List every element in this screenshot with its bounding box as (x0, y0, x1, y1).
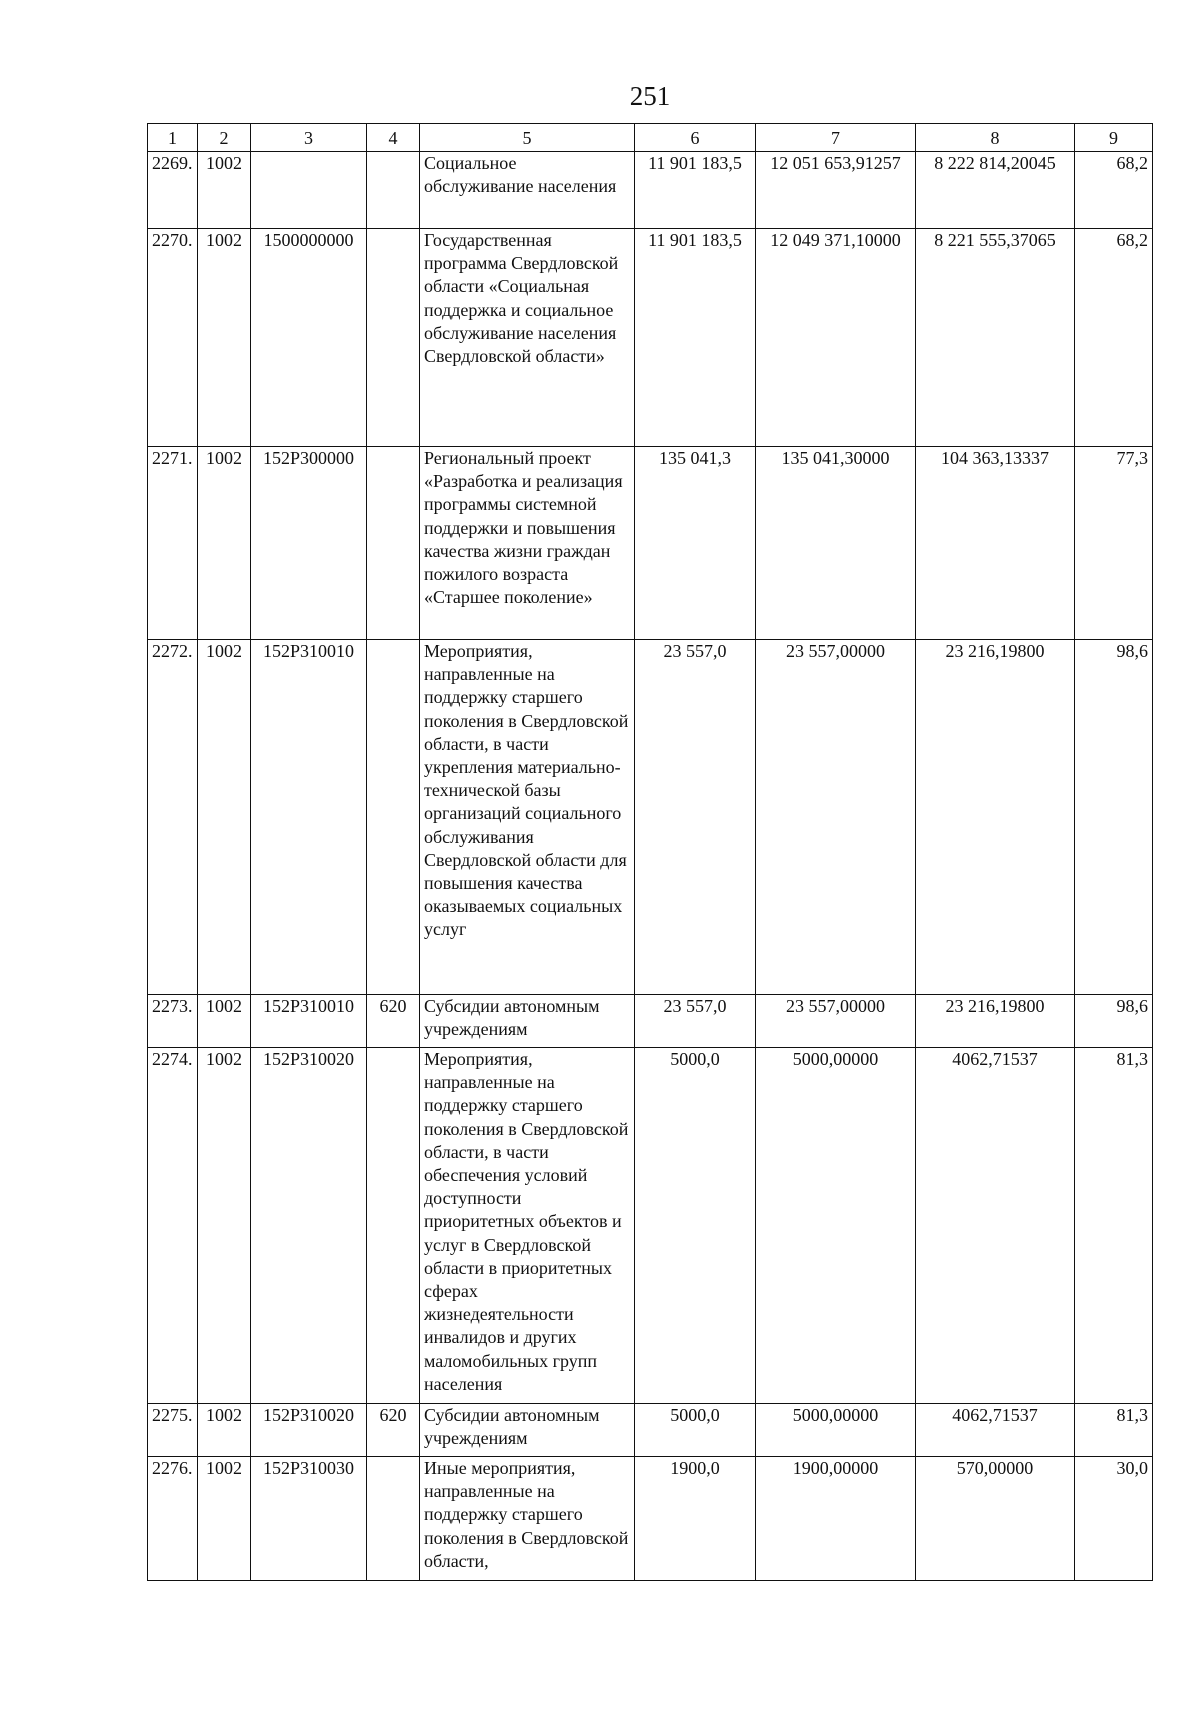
approved-amount: 135 041,3 (635, 447, 756, 640)
refined-amount: 1900,00000 (756, 1457, 916, 1581)
item-name: Иные мероприятия, направленные на поддержку старшего поколения в Свердловской области, (420, 1457, 635, 1581)
executed-amount: 104 363,13337 (916, 447, 1075, 640)
column-header: 2 (198, 124, 251, 152)
column-header: 4 (367, 124, 420, 152)
row-number: 2274. (148, 1048, 198, 1404)
item-name: Социальное обслуживание населения (420, 152, 635, 229)
table-row (148, 152, 1153, 229)
executed-amount: 4062,71537 (916, 1404, 1075, 1457)
row-number: 2271. (148, 447, 198, 640)
row-number: 2269. (148, 152, 198, 229)
target-code: 152P310010 (251, 995, 367, 1048)
table-row (148, 1404, 1153, 1457)
section-code: 1002 (198, 229, 251, 447)
row-number: 2275. (148, 1404, 198, 1457)
approved-amount: 5000,0 (635, 1048, 756, 1404)
expense-type-code: 620 (367, 1404, 420, 1457)
page-number: 251 (629, 81, 671, 111)
expense-type-code: 620 (367, 995, 420, 1048)
section-code: 1002 (198, 1404, 251, 1457)
item-name: Государственная программа Свердловской области «Социальная поддержка и социальное обслуживание населения Свердловской области» (420, 229, 635, 447)
expense-type-code (367, 152, 420, 229)
target-code (251, 152, 367, 229)
column-header: 5 (420, 124, 635, 152)
table-row (148, 640, 1153, 995)
executed-amount: 8 221 555,37065 (916, 229, 1075, 447)
section-code: 1002 (198, 1457, 251, 1581)
approved-amount: 11 901 183,5 (635, 229, 756, 447)
execution-percent: 77,3 (1075, 447, 1153, 640)
execution-percent: 30,0 (1075, 1457, 1153, 1581)
execution-percent: 68,2 (1075, 229, 1153, 447)
refined-amount: 12 051 653,91257 (756, 152, 916, 229)
expense-type-code (367, 447, 420, 640)
executed-amount: 570,00000 (916, 1457, 1075, 1581)
column-header: 9 (1075, 124, 1153, 152)
section-code: 1002 (198, 995, 251, 1048)
execution-percent: 81,3 (1075, 1048, 1153, 1404)
refined-amount: 23 557,00000 (756, 640, 916, 995)
target-code: 152P310020 (251, 1048, 367, 1404)
refined-amount: 5000,00000 (756, 1404, 916, 1457)
item-name: Субсидии автономным учреждениям (420, 1404, 635, 1457)
row-number: 2273. (148, 995, 198, 1048)
section-code: 1002 (198, 447, 251, 640)
execution-percent: 68,2 (1075, 152, 1153, 229)
approved-amount: 5000,0 (635, 1404, 756, 1457)
row-number: 2276. (148, 1457, 198, 1581)
executed-amount: 4062,71537 (916, 1048, 1075, 1404)
approved-amount: 23 557,0 (635, 995, 756, 1048)
approved-amount: 11 901 183,5 (635, 152, 756, 229)
column-header: 1 (148, 124, 198, 152)
refined-amount: 12 049 371,10000 (756, 229, 916, 447)
table-row (148, 229, 1153, 447)
section-code: 1002 (198, 640, 251, 995)
refined-amount: 23 557,00000 (756, 995, 916, 1048)
target-code: 152P310030 (251, 1457, 367, 1581)
executed-amount: 23 216,19800 (916, 640, 1075, 995)
column-header: 8 (916, 124, 1075, 152)
table-row (148, 447, 1153, 640)
item-name: Региональный проект «Разработка и реализация программы системной поддержки и повышения качества жизни граждан пожилого возраста «Старшее поколение» (420, 447, 635, 640)
target-code: 1500000000 (251, 229, 367, 447)
expense-type-code (367, 1457, 420, 1581)
refined-amount: 5000,00000 (756, 1048, 916, 1404)
expense-type-code (367, 1048, 420, 1404)
header-row (148, 124, 1153, 152)
expense-type-code (367, 229, 420, 447)
approved-amount: 23 557,0 (635, 640, 756, 995)
table-row (148, 1457, 1153, 1581)
column-header: 3 (251, 124, 367, 152)
table-row (148, 1048, 1153, 1404)
item-name: Мероприятия, направленные на поддержку старшего поколения в Свердловской области, в части обеспечения условий доступности приоритетных объектов и услуг в Свердловской области в приоритетных сферах жизнедеятельности инвалидов и других маломобильных групп населения (420, 1048, 635, 1404)
budget-table (147, 123, 1153, 1581)
execution-percent: 81,3 (1075, 1404, 1153, 1457)
approved-amount: 1900,0 (635, 1457, 756, 1581)
row-number: 2272. (148, 640, 198, 995)
item-name: Субсидии автономным учреждениям (420, 995, 635, 1048)
executed-amount: 8 222 814,20045 (916, 152, 1075, 229)
target-code: 152P300000 (251, 447, 367, 640)
expense-type-code (367, 640, 420, 995)
refined-amount: 135 041,30000 (756, 447, 916, 640)
execution-percent: 98,6 (1075, 640, 1153, 995)
target-code: 152P310010 (251, 640, 367, 995)
executed-amount: 23 216,19800 (916, 995, 1075, 1048)
section-code: 1002 (198, 1048, 251, 1404)
section-code: 1002 (198, 152, 251, 229)
item-name: Мероприятия, направленные на поддержку старшего поколения в Свердловской области, в части укрепления материально-технической базы организаций социального обслуживания Свердловской области для повышения качества оказываемых социальных услуг (420, 640, 635, 995)
table-row (148, 995, 1153, 1048)
target-code: 152P310020 (251, 1404, 367, 1457)
execution-percent: 98,6 (1075, 995, 1153, 1048)
column-header: 6 (635, 124, 756, 152)
column-header: 7 (756, 124, 916, 152)
row-number: 2270. (148, 229, 198, 447)
